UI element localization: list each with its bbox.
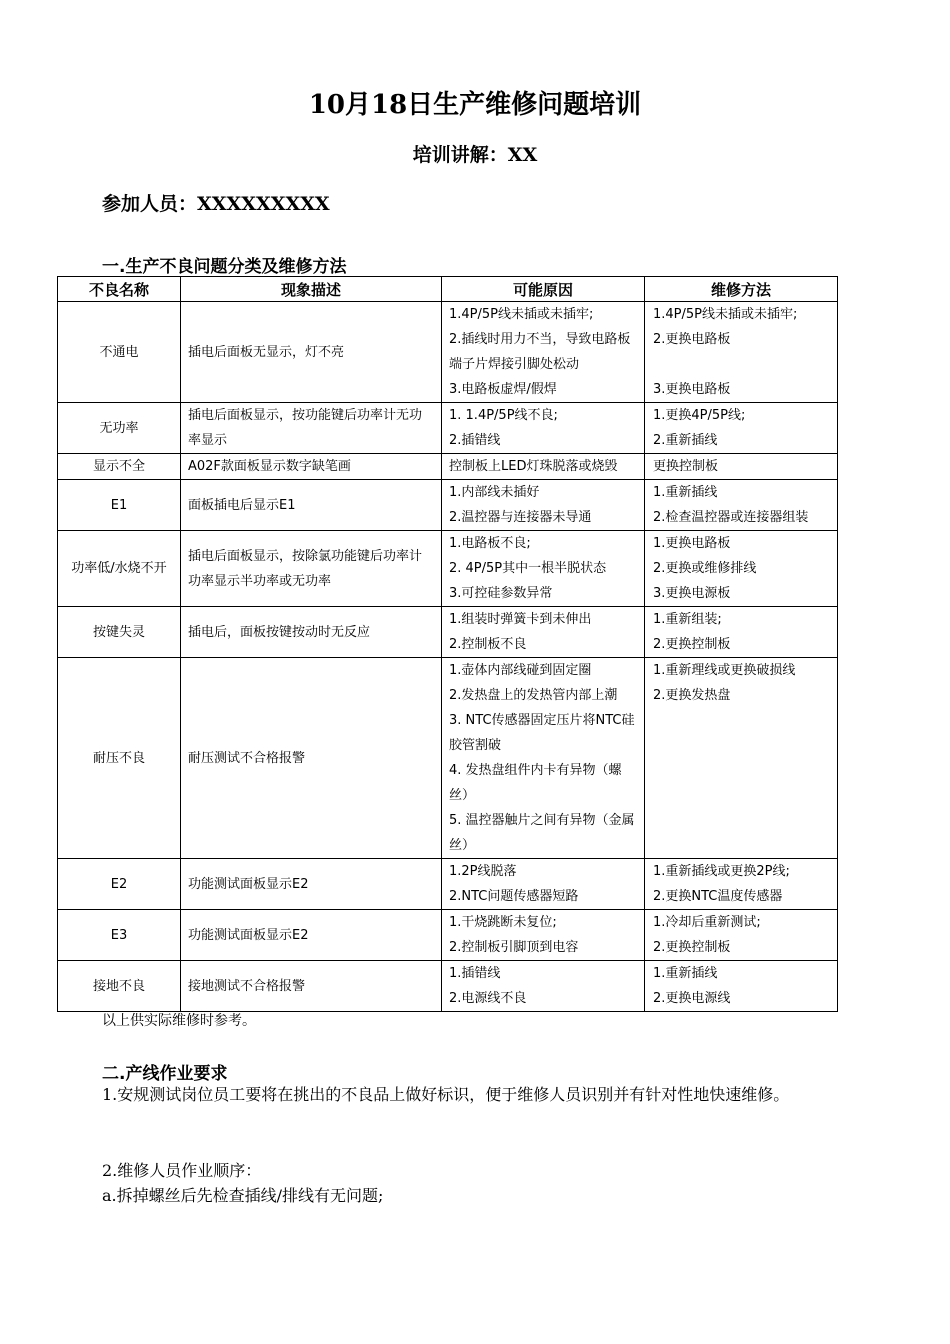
symptom: 接地测试不合格报警 [181,961,442,1012]
header-symptom: 现象描述 [181,277,442,302]
defect-name: 功率低/水烧不开 [58,531,181,607]
cause-cell [442,658,645,859]
cause-cell [442,859,645,910]
repair-line: 3.更换电路板 [653,382,731,397]
repair-line: 更换控制板 [653,459,719,474]
cause-line: 1. 1.4P/5P线不良; [449,408,558,423]
repair-line: 1.重新插线 [653,966,718,981]
defect-name: 接地不良 [58,961,181,1012]
cause-cell [442,454,645,480]
repair-line: 1.4P/5P线未插或未插牢; [653,307,798,322]
header-repair: 维修方法 [645,277,838,302]
section-2-heading: 二.产线作业要求 [102,1064,228,1084]
cause-line: 3.电路板虚焊/假焊 [449,382,557,397]
requirement-1: 1.安规测试岗位员工要将在挑出的不良品上做好标识，便于维修人员识别并有针对性地快速维修。 [102,1085,790,1104]
table-row [58,607,838,658]
repair-cell [645,910,838,961]
header-cause: 可能原因 [442,277,645,302]
defect-name: 无功率 [58,403,181,454]
cause-line: 2.温控器与连接器未导通 [449,510,592,525]
cause-line: 2.控制板不良 [449,637,527,652]
defect-name: 不通电 [58,302,181,403]
defect-name: 按键失灵 [58,607,181,658]
symptom: 面板插电后显示E1 [181,480,442,531]
defect-name: 显示不全 [58,454,181,480]
repair-cell [645,607,838,658]
table-row [58,531,838,607]
cause-line: 1.插错线 [449,966,501,981]
cause-cell [442,607,645,658]
table-row [58,658,838,859]
cause-line: 1.4P/5P线未插或未插牢; [449,307,594,322]
repair-line: 1.重新理线或更换破损线 [653,663,796,678]
repair-cell [645,480,838,531]
symptom: 功能测试面板显示E2 [181,859,442,910]
repair-line: 3.更换电源板 [653,586,731,601]
symptom: 插电后面板显示，按功能键后功率计无功率显示 [181,403,442,454]
cause-line: 2. 4P/5P其中一根半脱状态 [449,561,607,576]
symptom: 插电后面板显示，按除氯功能键后功率计功率显示半功率或无功率 [181,531,442,607]
repair-line: 2.重新插线 [653,433,718,448]
cause-line: 1.2P线脱落 [449,864,517,879]
table-row [58,961,838,1012]
defect-name: E2 [58,859,181,910]
repair-line: 1.更换4P/5P线; [653,408,746,423]
repair-line: 2.更换电路板 [653,332,731,347]
header-defect-name: 不良名称 [58,277,181,302]
cause-line: 2.NTC问题传感器短路 [449,889,579,904]
cause-line: 2.发热盘上的发热管内部上潮 [449,688,618,703]
repair-line: 2.更换控制板 [653,940,731,955]
requirement-2: 2.维修人员作业顺序： [102,1161,262,1180]
cause-cell [442,403,645,454]
trainer-line: 培训讲解：XX [412,144,538,166]
cause-line: 3. NTC传感器固定压片将NTC硅胶管割破 [449,713,635,753]
repair-cell [645,658,838,859]
cause-cell [442,302,645,403]
repair-cell [645,531,838,607]
cause-cell [442,531,645,607]
cause-line: 1.壶体内部线碰到固定圈 [449,663,592,678]
table-row [58,480,838,531]
repair-line: 1.重新插线或更换2P线; [653,864,790,879]
repair-line: 2.更换或维修排线 [653,561,757,576]
cause-line: 2.电源线不良 [449,991,527,1006]
cause-line: 2.控制板引脚顶到电容 [449,940,579,955]
table-row [58,454,838,480]
repair-line: 1.更换电路板 [653,536,731,551]
repair-line: 2.更换NTC温度传感器 [653,889,783,904]
repair-line: 2.更换发热盘 [653,688,731,703]
cause-line: 4. 发热盘组件内卡有异物（螺丝） [449,763,622,803]
table-note: 以上供实际维修时参考。 [102,1013,256,1029]
defect-name: E1 [58,480,181,531]
section-1-heading: 一.生产不良问题分类及维修方法 [102,257,347,277]
repair-cell [645,403,838,454]
symptom: 插电后面板无显示，灯不亮 [181,302,442,403]
cause-line: 2.插线时用力不当，导致电路板端子片焊接引脚处松动 [449,332,631,372]
cause-line: 5. 温控器触片之间有异物（金属丝） [449,813,635,853]
participants-line: 参加人员：XXXXXXXXX [102,193,330,215]
defect-name: E3 [58,910,181,961]
cause-line: 1.电路板不良; [449,536,531,551]
repair-cell [645,859,838,910]
cause-cell [442,910,645,961]
repair-cell [645,454,838,480]
cause-line: 控制板上LED灯珠脱落或烧毁 [449,459,618,474]
repair-line: 2.更换电源线 [653,991,731,1006]
repair-line: 1.重新插线 [653,485,718,500]
cause-line: 2.插错线 [449,433,501,448]
symptom: 耐压测试不合格报警 [181,658,442,859]
repair-line: 1.重新组装; [653,612,722,627]
table-row [58,910,838,961]
cause-line: 1.组装时弹簧卡到未伸出 [449,612,592,627]
table-row [58,403,838,454]
cause-line: 1.干烧跳断未复位; [449,915,557,930]
cause-line: 1.内部线未插好 [449,485,540,500]
repair-line: 2.更换控制板 [653,637,731,652]
cause-line: 3.可控硅参数异常 [449,586,553,601]
table-header-row [58,277,838,302]
symptom: 功能测试面板显示E2 [181,910,442,961]
requirement-2a: a.拆掉螺丝后先检查插线/排线有无问题; [102,1186,384,1205]
repair-line: 2.检查温控器或连接器组装 [653,510,809,525]
cause-cell [442,480,645,531]
symptom: 插电后，面板按键按动时无反应 [181,607,442,658]
symptom: A02F款面板显示数字缺笔画 [181,454,442,480]
table-row [58,859,838,910]
repair-cell [645,302,838,403]
defect-table [57,276,838,1012]
cause-cell [442,961,645,1012]
repair-cell [645,961,838,1012]
defect-name: 耐压不良 [58,658,181,859]
repair-line: 1.冷却后重新测试; [653,915,761,930]
table-row [58,302,838,403]
document-title: 10月18日生产维修问题培训 [308,90,642,120]
